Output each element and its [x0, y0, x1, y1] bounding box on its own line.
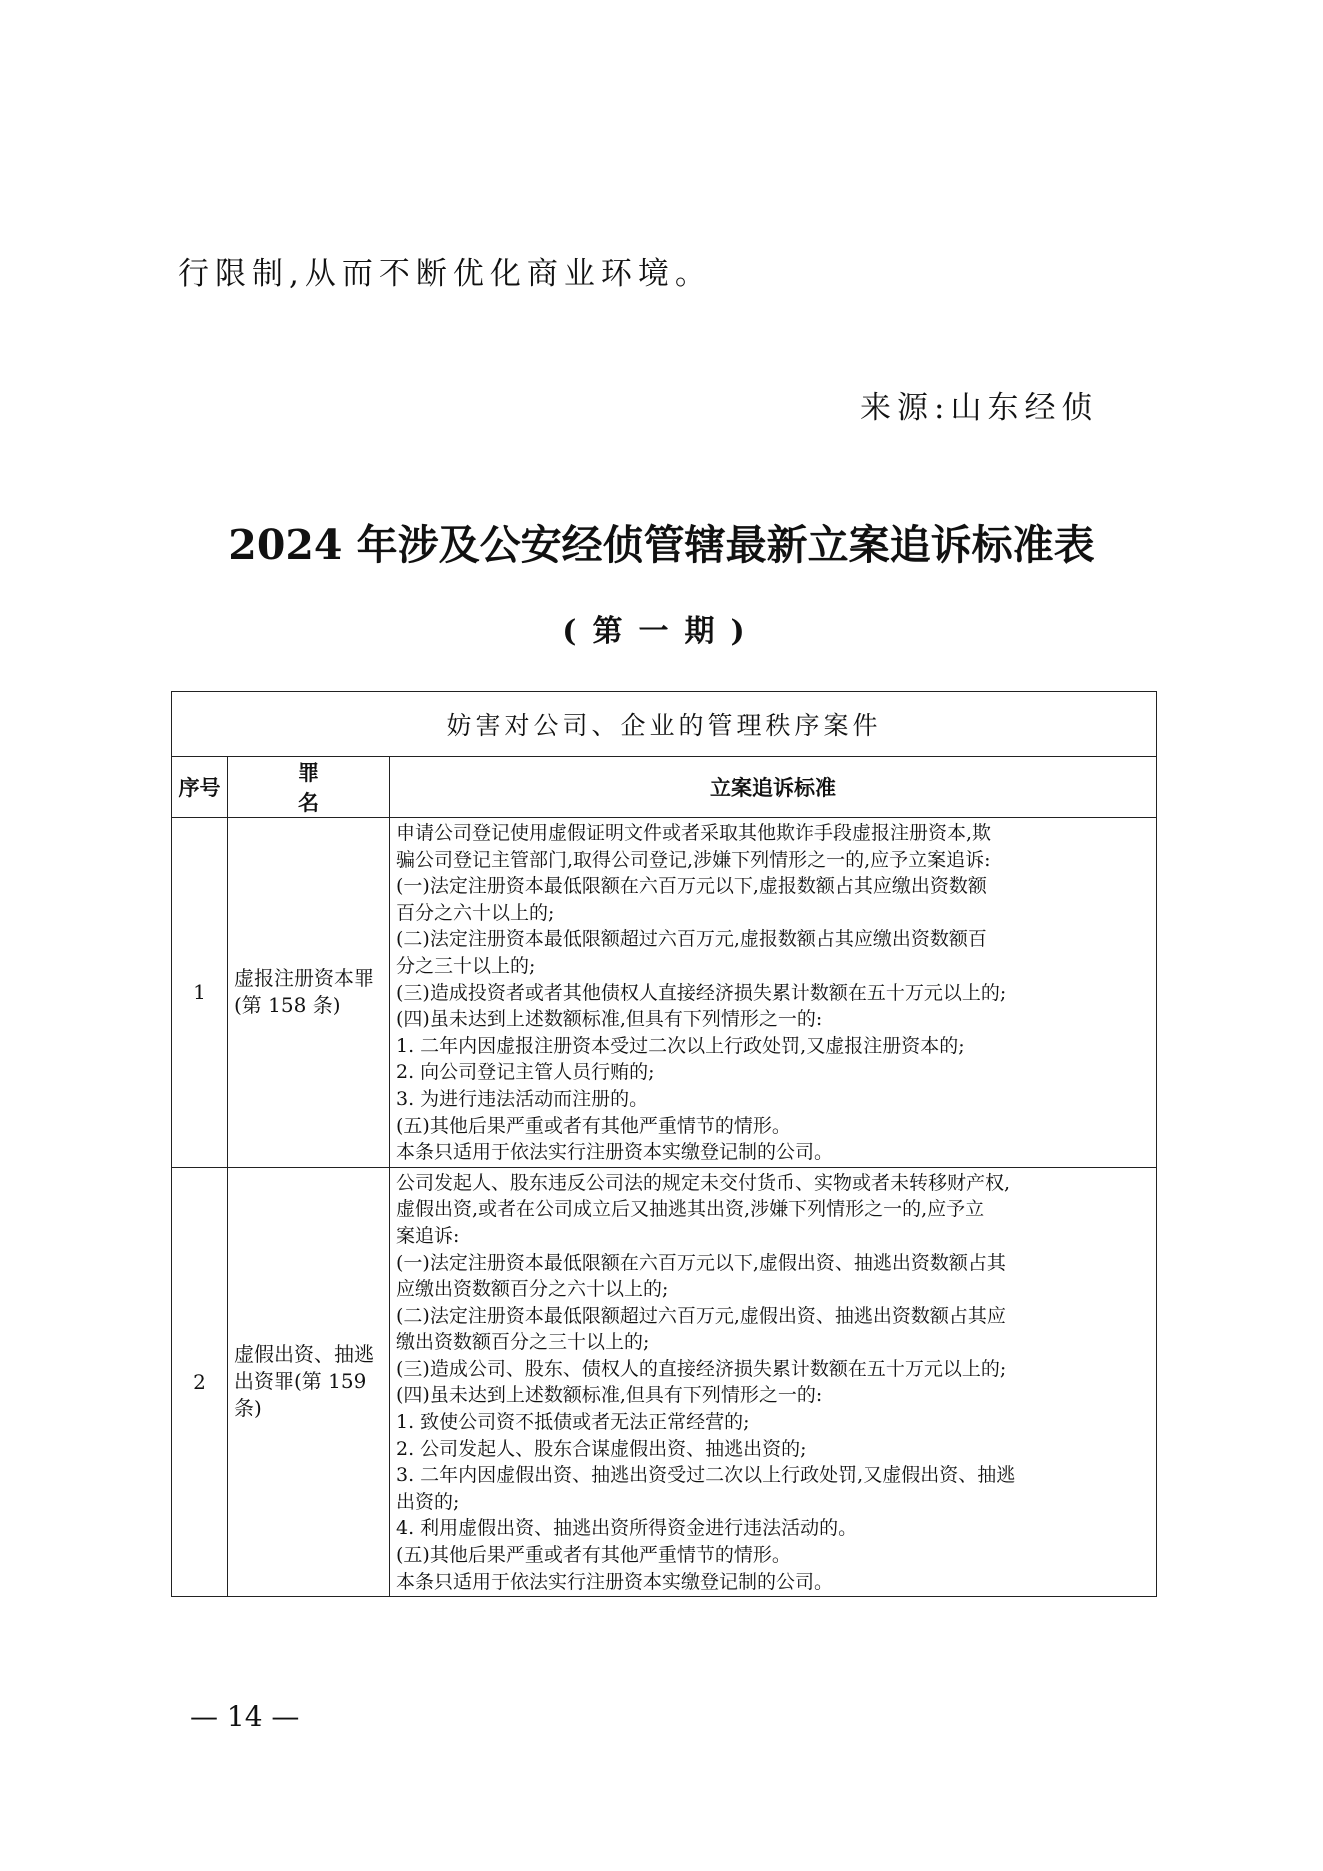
- standard-line: (二)法定注册资本最低限额超过六百万元,虚报数额占其应缴出资数额百: [396, 928, 987, 951]
- standard-line: 案追诉:: [396, 1224, 460, 1247]
- source-line: 来源:山东经侦: [860, 390, 1099, 426]
- standard-line: 虚假出资,或者在公司成立后又抽逃其出资,涉嫌下列情形之一的,应予立: [396, 1198, 985, 1221]
- table-row: [172, 1167, 1157, 1597]
- standards-table: [171, 691, 1157, 1597]
- standard-line: 3. 为进行违法活动而注册的。: [396, 1087, 649, 1110]
- standard-line: 骗公司登记主管部门,取得公司登记,涉嫌下列情形之一的,应予立案追诉:: [396, 848, 991, 871]
- standard-line: (四)虽未达到上述数额标准,但具有下列情形之一的:: [396, 1384, 823, 1407]
- standard-line: 1. 致使公司资不抵债或者无法正常经营的;: [396, 1411, 750, 1434]
- table-header-row: [172, 757, 1157, 818]
- filing-standard: [390, 1167, 1157, 1597]
- row-number: 1: [172, 818, 228, 1168]
- standard-line: 百分之六十以上的;: [396, 901, 555, 924]
- standard-line: 本条只适用于依法实行注册资本实缴登记制的公司。: [396, 1141, 834, 1164]
- crime-name: 虚报注册资本罪(第 158 条): [228, 818, 390, 1168]
- document-subtitle: (第一期): [562, 614, 761, 649]
- standard-line: 出资的;: [396, 1490, 460, 1513]
- standard-line: 2. 公司发起人、股东合谋虚假出资、抽逃出资的;: [396, 1437, 807, 1460]
- standard-line: 公司发起人、股东违反公司法的规定未交付货币、实物或者未转移财产权,: [396, 1171, 1011, 1194]
- standard-line: (三)造成投资者或者其他债权人直接经济损失累计数额在五十万元以上的;: [396, 981, 1007, 1004]
- standard-line: (五)其他后果严重或者有其他严重情节的情形。: [396, 1114, 791, 1137]
- row-number: 2: [172, 1167, 228, 1597]
- document-title: 2024 年涉及公安经侦管辖最新立案追诉标准表: [228, 521, 1095, 569]
- standard-line: 3. 二年内因虚假出资、抽逃出资受过二次以上行政处罚,又虚假出资、抽逃: [396, 1464, 1016, 1487]
- table-row: [172, 818, 1157, 1168]
- crime-name: 虚假出资、抽逃出资罪(第 159 条): [228, 1167, 390, 1597]
- standard-line: 申请公司登记使用虚假证明文件或者采取其他欺诈手段虚报注册资本,欺: [396, 822, 992, 844]
- standard-line: (一)法定注册资本最低限额在六百万元以下,虚报数额占其应缴出资数额: [396, 875, 987, 898]
- standard-line: 本条只适用于依法实行注册资本实缴登记制的公司。: [396, 1570, 834, 1593]
- filing-standard: [390, 818, 1157, 1168]
- standard-line: 应缴出资数额百分之六十以上的;: [396, 1278, 669, 1301]
- standard-line: (一)法定注册资本最低限额在六百万元以下,虚假出资、抽逃出资数额占其: [396, 1251, 1006, 1274]
- header-name: 罪名: [228, 757, 390, 818]
- header-no: 序号: [172, 757, 228, 818]
- table-caption-row: [172, 692, 1157, 757]
- standard-line: 分之三十以上的;: [396, 954, 536, 977]
- standard-line: 1. 二年内因虚报注册资本受过二次以上行政处罚,又虚报注册资本的;: [396, 1034, 965, 1057]
- standard-line: 2. 向公司登记主管人员行贿的;: [396, 1061, 655, 1084]
- standard-line: (二)法定注册资本最低限额超过六百万元,虚假出资、抽逃出资数额占其应: [396, 1304, 1006, 1327]
- standard-line: (四)虽未达到上述数额标准,但具有下列情形之一的:: [396, 1008, 823, 1031]
- standard-line: 缴出资数额百分之三十以上的;: [396, 1331, 650, 1354]
- page-number: — 14 —: [190, 1700, 300, 1733]
- table-caption: 妨害对公司、企业的管理秩序案件: [172, 692, 1157, 757]
- standard-line: (五)其他后果严重或者有其他严重情节的情形。: [396, 1544, 791, 1567]
- header-standard: 立案追诉标准: [390, 757, 1157, 818]
- standard-line: (三)造成公司、股东、债权人的直接经济损失累计数额在五十万元以上的;: [396, 1357, 1007, 1380]
- previous-page-text: 行限制,从而不断优化商业环境。: [178, 256, 712, 292]
- standard-line: 4. 利用虚假出资、抽逃出资所得资金进行违法活动的。: [396, 1517, 858, 1540]
